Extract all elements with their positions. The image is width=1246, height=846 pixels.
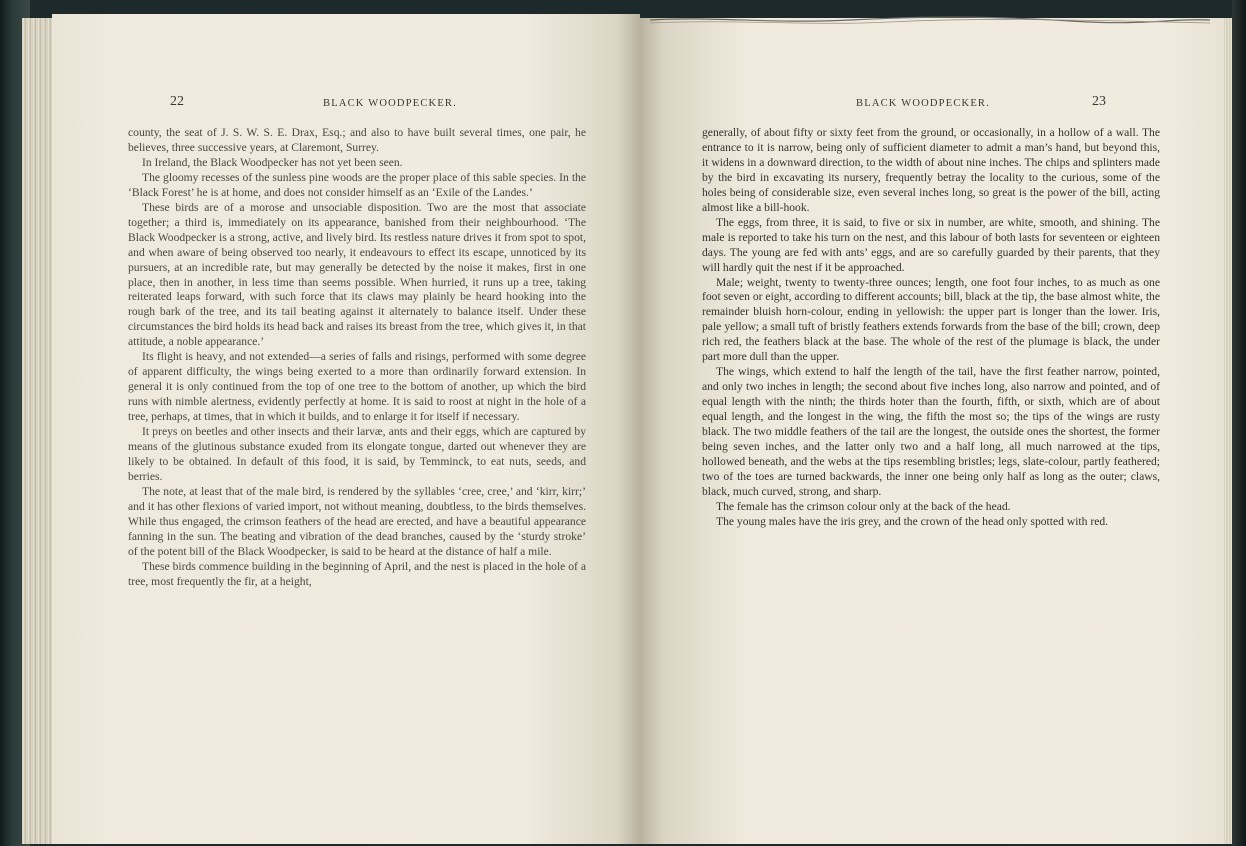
right-running-head: BLACK WOODPECKER. xyxy=(856,98,990,109)
paragraph: These birds are of a morose and unsociable disposition. Two are the most that associate together; a third is, immediately on its appearance, banished from their neighbourhood. ‘The Black Woodpecker is a strong, active, and lively bird. Its restless nature drives it from spot to spot, and when aware of being observed too nearly, it endeavours to effect its escape, unnoticed by its pursuers, at an incredible rate, but may generally be detected by the noise it makes, first in one place, then in another, in less time than seems possible. When hurried, it runs up a tree, taking reiterated leaps forward, with such force that its claws may plainly be heard hooking into the rough bark of the tree, and its tail beating against it alternately to balance itself. Under these circumstances the bird holds its head back and raises its breast from the tree, which gives it, in that attitude, a noble appearance.’ xyxy=(128,200,586,349)
paragraph: The eggs, from three, it is said, to five or six in number, are white, smooth, and shining. The male is reported to take his turn on the nest, and this labour of both lasts for seventeen or eighteen days. The young are fed with ants’ eggs, and are so carefully guarded by their parents, that they will hardly quit the nest if it be approached. xyxy=(702,215,1160,274)
paragraph: Its flight is heavy, and not extended—a series of falls and risings, performed with some degree of apparent difficulty, the wings being exerted to a more than ordinarily forward extension. In general it is only continued from the top of one tree to the bottom of another, up which the bird runs with nimble alertness, evidently perfectly at home. It is said to roost at night in the hole of a tree, perhaps, at times, that in which it builds, and to enlarge it for itself if necessary. xyxy=(128,350,586,424)
book-cover-right-edge xyxy=(1232,0,1246,846)
paragraph: generally, of about fifty or sixty feet from the ground, or occasionally, in a hollow of a wall. The entrance to it is narrow, being only of sufficient diameter to admit a man’s hand, but beyond this, it widens in a downward direction, to the width of about nine inches. The chips and splinters made by the bird in excavating its nursery, frequently betray the locality to the curious, some of the holes being of considerable size, even several inches long, so great is the power of the bill, acting almost like a bill-hook. xyxy=(702,126,1160,214)
paragraph: In Ireland, the Black Woodpecker has not yet been seen. xyxy=(142,155,403,169)
paragraph: It preys on beetles and other insects and their larvæ, ants and their eggs, which are captured by means of the glutinous substance exuded from its elongate tongue, darted out whenever they are likely to be obtained. In default of this food, it is said, by Temminck, to eat nuts, seeds, and berries. xyxy=(128,425,586,483)
paragraph: The gloomy recesses of the sunless pine woods are the proper place of this sable species. In the ‘Black Forest’ he is at home, and does not consider himself as an ‘Exile of the Landes.’ xyxy=(128,170,586,199)
paragraph: county, the seat of J. S. W. S. E. Drax, Esq.; and also to have built several times, one pair, he believes, three successive years, at Claremont, Surrey. xyxy=(128,126,586,154)
paragraph: The note, at least that of the male bird, is rendered by the syllables ‘cree, cree,’ and ‘kirr, kirr;’ and it has other flexions of varied import, not without meaning, doubtless, to the birds themselves. While thus engaged, the crimson feathers of the head are erected, and have a beautiful appearance fanning in the sun. The beating and vibration of the dead branches, caused by the ‘sturdy stroke’ of the potent bill of the Black Woodpecker, is said to be heard at the distance of half a mile. xyxy=(128,484,586,558)
paragraph: These birds commence building in the beginning of April, and the nest is placed in the hole of a tree, most frequently the fir, at a height, xyxy=(128,559,586,588)
right-page-body xyxy=(702,126,1160,530)
paragraph: The female has the crimson colour only at the back of the head. xyxy=(716,499,1011,513)
page-edge-wave xyxy=(650,14,1210,26)
paragraph: Male; weight, twenty to twenty-three ounces; length, one foot four inches, to as much as one foot seven or eight, according to different accounts; bill, black at the tip, the base almost white, the remainder bluish horn-colour, ending in yellowish: the upper part is longer than the lower. Iris, pale yellow; a small tuft of bristly feathers extends forwards from the base of the bill; crown, deep rich red, the feathers black at the base. The whole of the rest of the plumage is black, the under part more dull than the upper. xyxy=(702,275,1160,364)
left-page-body xyxy=(128,126,586,590)
paragraph: The wings, which extend to half the length of the tail, have the first feather narrow, pointed, and only two inches in length; the second about five inches long, also narrow and pointed, and of equal length with the ninth; the thirds hoter than the fourth, fifth, or sixth, which are of about equal length, and the longest in the wing, the fifth the most so; the tips of the wings are rusty black. The two middle feathers of the tail are the longest, the outside ones the shortest, the former being seven inches, and the latter only two and a half long, all much narrowed at the tips, hollowed beneath, and the webs at the tips resembling bristles; legs, slate-colour, partly feathered; two of the toes are turned backwards, the inner one being only half as long as the outer; claws, black, much curved, strong, and sharp. xyxy=(702,365,1160,498)
right-page-number: 23 xyxy=(1092,94,1106,109)
paragraph: The young males have the iris grey, and the crown of the head only spotted with red. xyxy=(716,514,1109,528)
left-page-number: 22 xyxy=(170,94,184,109)
left-running-head: BLACK WOODPECKER. xyxy=(323,98,457,109)
